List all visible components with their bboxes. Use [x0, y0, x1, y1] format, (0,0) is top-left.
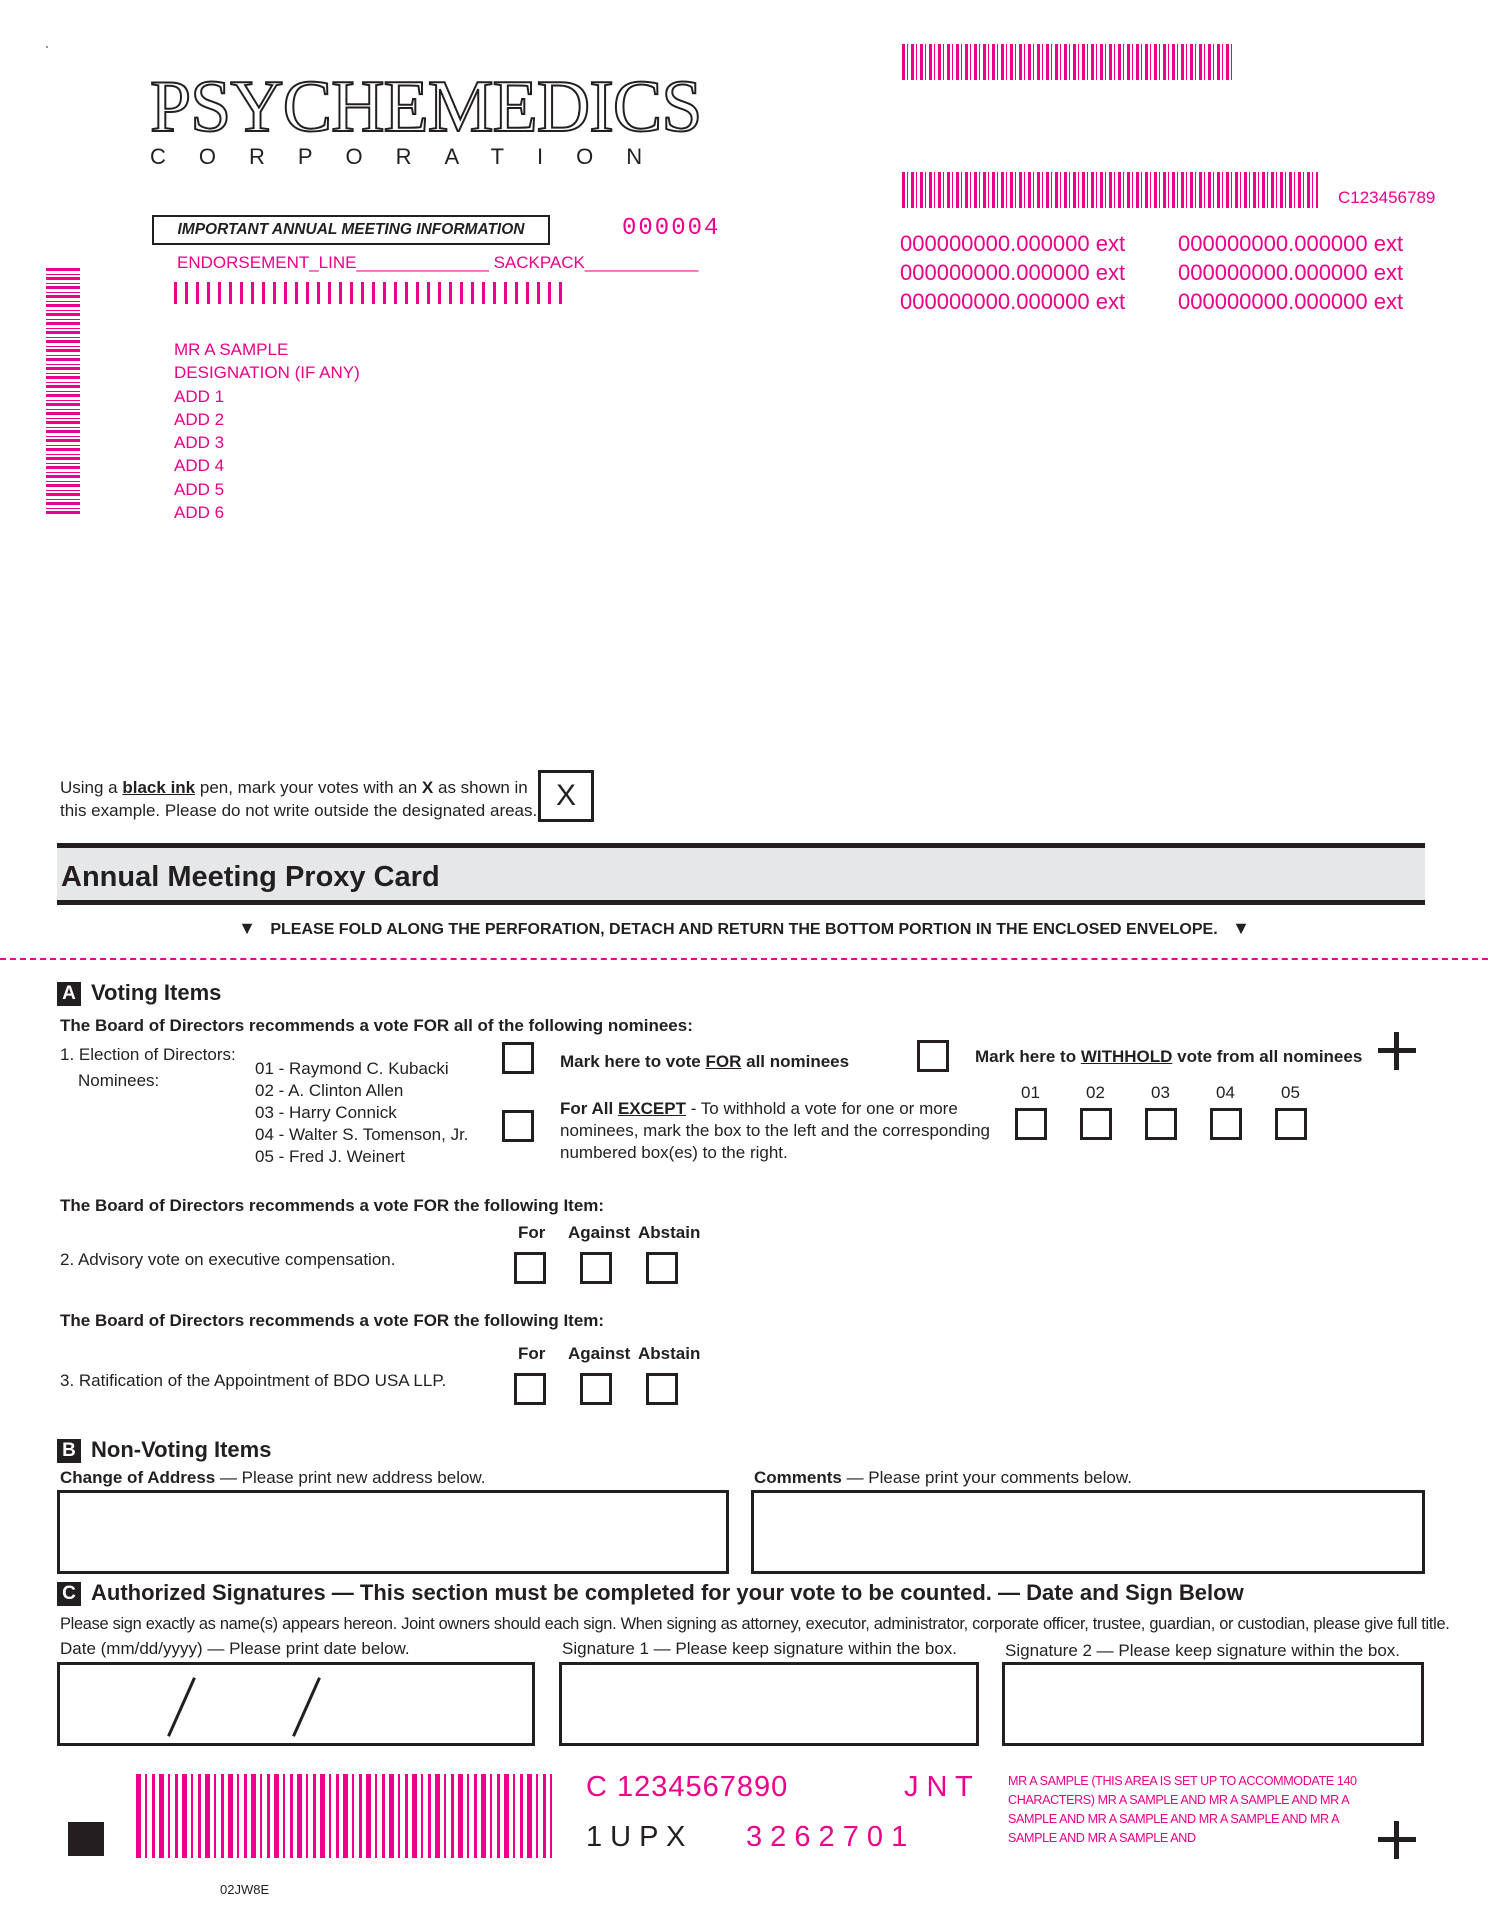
company-logo: [150, 66, 702, 170]
withhold-all-label: Mark here to WITHHOLD vote from all nominees: [975, 1047, 1363, 1066]
black-square-mark: [68, 1822, 104, 1856]
item-2-label: 2. Advisory vote on executive compensation.: [60, 1250, 396, 1269]
nominee-number-label: 05: [1281, 1083, 1300, 1102]
ext-line: 000000000.000000 ext: [900, 260, 1126, 285]
nominee: 04 - Walter S. Tomenson, Jr.: [255, 1125, 469, 1144]
signature-1-label: Signature 1 — Please keep signature within the box.: [562, 1639, 958, 1658]
item-3-abstain-checkbox[interactable]: [646, 1373, 678, 1405]
ext-line: 000000000.000000 ext: [1178, 289, 1404, 314]
side-barcode: [46, 266, 80, 514]
section-c-heading: C Authorized Signatures — This section must be completed for your vote to be counted. — Date and Sign Below: [57, 1580, 1244, 1606]
signature-2-field[interactable]: [1002, 1662, 1424, 1746]
card-title-band: [57, 843, 1425, 905]
card-title: Annual Meeting Proxy Card: [61, 861, 440, 893]
ext-col-1: [900, 229, 1125, 316]
plus-registration-icon: [1378, 1032, 1416, 1070]
item-3-against-checkbox[interactable]: [580, 1373, 612, 1405]
nominee-number-label: 01: [1021, 1083, 1040, 1102]
vote-option-for: For: [518, 1344, 546, 1363]
important-label: IMPORTANT ANNUAL MEETING INFORMATION: [177, 221, 525, 238]
date-slash: [167, 1677, 196, 1737]
board-recommendation-3: The Board of Directors recommends a vote FOR the following Item:: [60, 1311, 605, 1330]
example-x: X: [555, 779, 576, 812]
ext-line: 000000000.000000 ext: [1178, 231, 1404, 256]
ext-col-2: [1178, 229, 1403, 316]
change-of-address-field[interactable]: [57, 1490, 729, 1574]
account-barcode: [902, 172, 1318, 208]
nominee: 05 - Fred J. Weinert: [255, 1147, 405, 1166]
item-2-for-checkbox[interactable]: [514, 1252, 546, 1284]
for-all-checkbox[interactable]: [502, 1042, 534, 1074]
jnt-code: J N T: [904, 1771, 973, 1803]
signature-1-field[interactable]: [559, 1662, 979, 1746]
control-number: C 1234567890: [586, 1771, 789, 1803]
item-2-abstain-checkbox[interactable]: [646, 1252, 678, 1284]
sequence-number: 000004: [622, 215, 721, 242]
vote-option-against: Against: [568, 1223, 631, 1242]
comments-label: Comments — Please print your comments below.: [754, 1468, 1132, 1487]
section-letter: B: [57, 1439, 81, 1463]
date-label: Date (mm/dd/yyyy) — Please print date below.: [60, 1639, 410, 1658]
address-line: MR A SAMPLE: [174, 340, 289, 359]
plus-registration-icon: [1378, 1821, 1416, 1859]
for-all-label: Mark here to vote FOR all nominees: [560, 1052, 850, 1071]
item-2-against-checkbox[interactable]: [580, 1252, 612, 1284]
fold-text: PLEASE FOLD ALONG THE PERFORATION, DETACH AND RETURN THE BOTTOM PORTION IN THE ENCLOSED ENVELOPE.: [270, 921, 1218, 938]
top-barcode: [902, 44, 1234, 80]
nominee-number-label: 02: [1086, 1083, 1105, 1102]
nominee: 01 - Raymond C. Kubacki: [255, 1059, 449, 1078]
withhold-all-checkbox[interactable]: [917, 1040, 949, 1072]
change-of-address-label: Change of Address — Please print new address below.: [60, 1468, 486, 1487]
vote-option-for: For: [518, 1223, 546, 1242]
company-logo-sub: CORPORATION: [150, 144, 676, 169]
nominee-04-checkbox[interactable]: [1210, 1108, 1242, 1140]
nominee-05-checkbox[interactable]: [1275, 1108, 1307, 1140]
corner-mark: [46, 46, 48, 48]
important-label-box: [152, 215, 550, 245]
upx-code: 1 U P X: [586, 1821, 686, 1853]
bottom-barcode: [136, 1774, 552, 1858]
address-line: ADD 5: [174, 479, 225, 499]
section-a-heading: A Voting Items: [57, 980, 221, 1006]
nominee-03-checkbox[interactable]: [1145, 1108, 1177, 1140]
fold-instruction: [0, 918, 1488, 939]
marking-instructions: Using a black ink pen, mark your votes with an X as shown in this example. Please do not write outside the designated areas.: [60, 778, 538, 820]
ext-line: 000000000.000000 ext: [1178, 260, 1404, 285]
down-triangle-icon: ▼: [1232, 918, 1250, 938]
perforation-line: [0, 958, 1488, 960]
nominee-01-checkbox[interactable]: [1015, 1108, 1047, 1140]
date-field[interactable]: [57, 1662, 535, 1746]
item-3-for-checkbox[interactable]: [514, 1373, 546, 1405]
black-ink-emphasis: black ink: [122, 778, 196, 797]
signature-instructions: Please sign exactly as name(s) appears hereon. Joint owners should each sign. When signing as attorney, executor, administrator, corporate officer, trustee, guardian, or custodian, please give full title.: [60, 1615, 1450, 1633]
postnet-barcode: [174, 282, 570, 304]
ext-line: 000000000.000000 ext: [900, 231, 1126, 256]
comments-field[interactable]: [751, 1490, 1425, 1574]
signature-2-label: Signature 2 — Please keep signature within the box.: [1005, 1641, 1401, 1660]
board-recommendation-2: The Board of Directors recommends a vote FOR the following Item:: [60, 1196, 605, 1215]
date-slash: [292, 1677, 321, 1737]
for-all-except-text: For All EXCEPT - To withhold a vote for one or more nominees, mark the box to the left and the corresponding numbered box(es) to the right.: [560, 1099, 990, 1162]
nominee: 03 - Harry Connick: [255, 1103, 397, 1122]
item-1-label: 1. Election of Directors:: [60, 1045, 236, 1064]
job-number: 3 2 6 2 7 0 1: [746, 1821, 908, 1853]
company-logo-name: PSYCHEMEDICS: [150, 66, 702, 148]
form-code: 02JW8E: [220, 1882, 270, 1897]
ext-line: 000000000.000000 ext: [900, 289, 1126, 314]
nominee-list: [255, 1058, 469, 1168]
down-triangle-icon: ▼: [238, 918, 256, 938]
section-letter: A: [57, 982, 81, 1006]
sample-name-block: MR A SAMPLE (THIS AREA IS SET UP TO ACCOMMODATE 140 CHARACTERS) MR A SAMPLE AND MR A SAMPLE AND MR A SAMPLE AND MR A SAMPLE AND MR A SAMPLE AND MR A SAMPLE AND MR A SAMPLE AND: [1008, 1774, 1357, 1845]
for-all-except-checkbox[interactable]: [502, 1110, 534, 1142]
nominees-label: Nominees:: [78, 1071, 160, 1090]
item-3-label: 3. Ratification of the Appointment of BDO USA LLP.: [60, 1371, 447, 1390]
endorsement-line: ENDORSEMENT_LINE______________ SACKPACK____________: [177, 253, 699, 272]
address-line: ADD 6: [174, 503, 225, 523]
address-line: DESIGNATION (IF ANY): [174, 363, 360, 383]
board-recommendation-1: The Board of Directors recommends a vote FOR all of the following nominees:: [60, 1016, 693, 1035]
vote-option-abstain: Abstain: [638, 1344, 701, 1363]
account-code: C123456789: [1338, 188, 1436, 207]
vote-option-abstain: Abstain: [638, 1223, 701, 1242]
address-line: ADD 1: [174, 386, 225, 406]
example-mark-box: [538, 770, 594, 822]
nominee: 02 - A. Clinton Allen: [255, 1081, 404, 1100]
vote-option-against: Against: [568, 1344, 631, 1363]
address-line: ADD 2: [174, 409, 225, 429]
nominee-number-label: 04: [1216, 1083, 1235, 1102]
mailing-address: [174, 338, 360, 524]
section-b-heading: B Non-Voting Items: [57, 1437, 271, 1463]
nominee-number-label: 03: [1151, 1083, 1170, 1102]
address-line: ADD 4: [174, 456, 225, 476]
address-line: ADD 3: [174, 433, 225, 453]
section-letter: C: [57, 1582, 81, 1606]
nominee-02-checkbox[interactable]: [1080, 1108, 1112, 1140]
